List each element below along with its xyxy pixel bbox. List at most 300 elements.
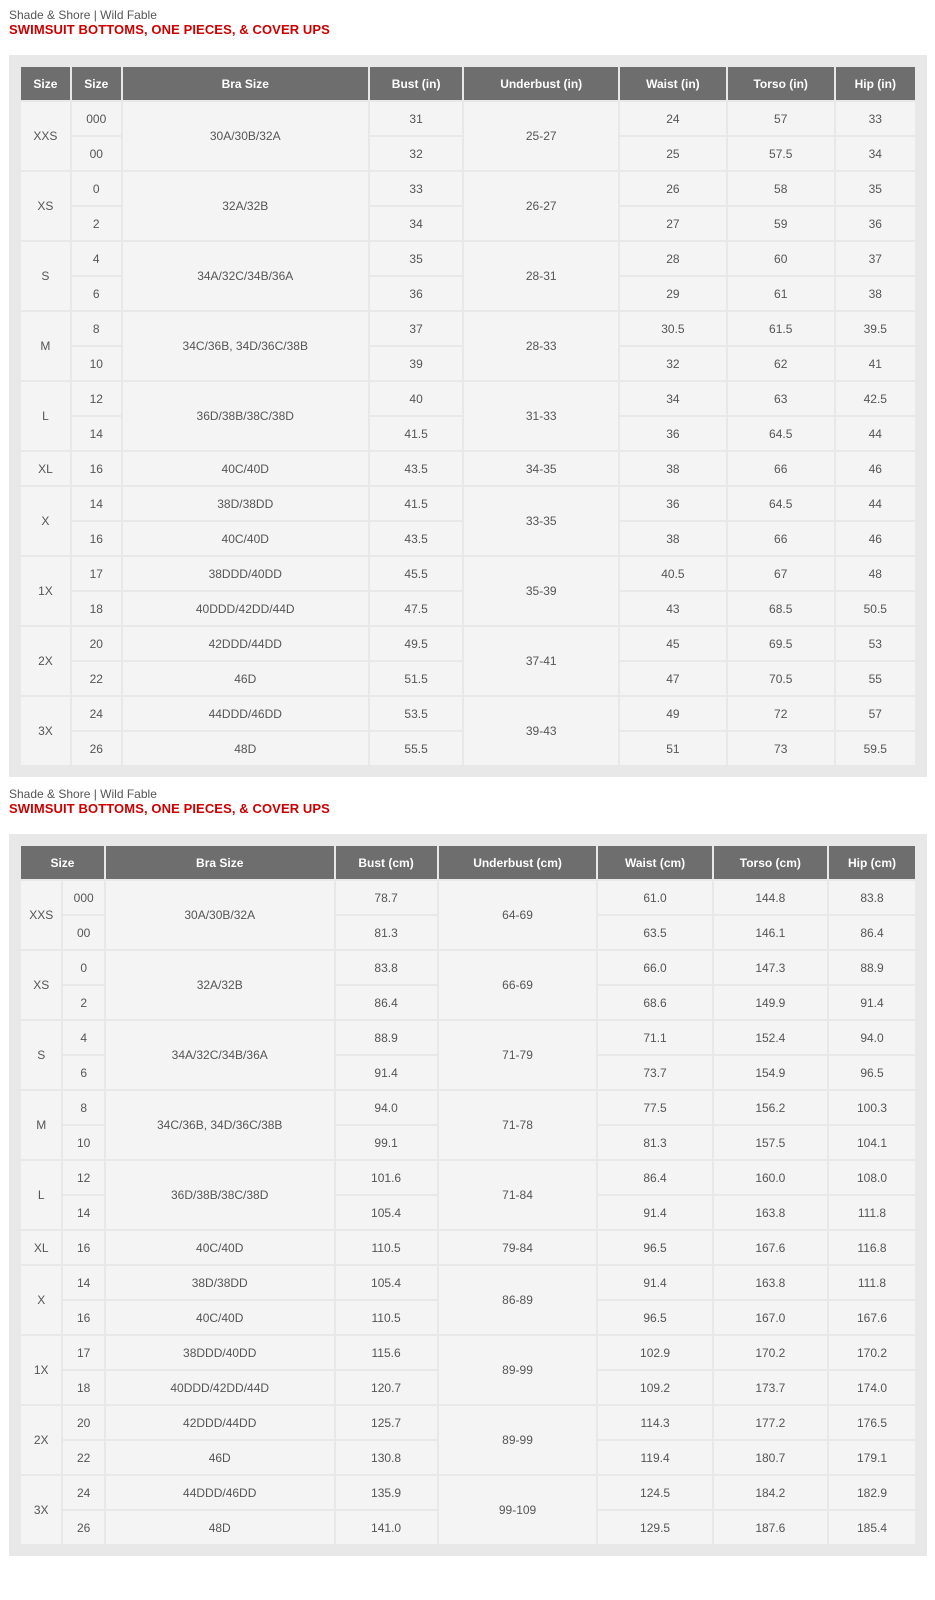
hip-cell: 100.3: [829, 1091, 915, 1124]
header-size: Size: [21, 67, 70, 100]
bra-size-cell: 36D/38B/38C/38D: [106, 1161, 334, 1229]
size-number-cell: 14: [72, 417, 121, 450]
bust-cell: 43.5: [370, 452, 463, 485]
bra-size-cell: 32A/32B: [106, 951, 334, 1019]
waist-cell: 40.5: [620, 557, 726, 590]
underbust-cell: 89-99: [439, 1406, 597, 1474]
bust-cell: 130.8: [336, 1441, 437, 1474]
size-label-cell: S: [21, 242, 70, 310]
size-number-cell: 24: [72, 697, 121, 730]
size-number-cell: 6: [72, 277, 121, 310]
waist-cell: 47: [620, 662, 726, 695]
torso-cell: 180.7: [714, 1441, 827, 1474]
hip-cell: 34: [836, 137, 915, 170]
waist-cell: 29: [620, 277, 726, 310]
bust-cell: 45.5: [370, 557, 463, 590]
bust-cell: 32: [370, 137, 463, 170]
bra-size-cell: 48D: [106, 1511, 334, 1544]
size-number-cell: 0: [72, 172, 121, 205]
hip-cell: 42.5: [836, 382, 915, 415]
bra-size-cell: 44DDD/46DD: [123, 697, 368, 730]
hip-cell: 35: [836, 172, 915, 205]
size-table-inches: [19, 65, 917, 767]
header-bra-size: Bra Size: [106, 846, 334, 879]
size-table-cm: [19, 844, 917, 1546]
hip-cell: 46: [836, 522, 915, 555]
hip-cell: 185.4: [829, 1511, 915, 1544]
size-number-cell: 24: [63, 1476, 103, 1509]
table-row: [21, 102, 915, 135]
size-number-cell: 00: [63, 916, 103, 949]
size-number-cell: 16: [63, 1301, 103, 1334]
underbust-cell: 99-109: [439, 1476, 597, 1544]
waist-cell: 129.5: [598, 1511, 711, 1544]
bra-size-cell: 40C/40D: [106, 1231, 334, 1264]
torso-cell: 73: [728, 732, 834, 765]
waist-cell: 24: [620, 102, 726, 135]
waist-cell: 27: [620, 207, 726, 240]
bust-cell: 115.6: [336, 1336, 437, 1369]
bust-cell: 40: [370, 382, 463, 415]
header-size: Size: [21, 846, 104, 879]
hip-cell: 46: [836, 452, 915, 485]
bra-size-cell: 30A/30B/32A: [106, 881, 334, 949]
table-row: [21, 1091, 915, 1124]
torso-cell: 149.9: [714, 986, 827, 1019]
hip-cell: 176.5: [829, 1406, 915, 1439]
header-torso: Torso (in): [728, 67, 834, 100]
torso-cell: 160.0: [714, 1161, 827, 1194]
bra-size-cell: 46D: [106, 1441, 334, 1474]
header-size-number: Size: [72, 67, 121, 100]
section-title: SWIMSUIT BOTTOMS, ONE PIECES, & COVER UPS: [9, 801, 330, 816]
header-waist: Waist (in): [620, 67, 726, 100]
waist-cell: 96.5: [598, 1231, 711, 1264]
hip-cell: 167.6: [829, 1301, 915, 1334]
bust-cell: 86.4: [336, 986, 437, 1019]
bust-cell: 88.9: [336, 1021, 437, 1054]
size-label-cell: 2X: [21, 1406, 61, 1474]
table-row: [21, 1476, 915, 1509]
size-label-cell: 1X: [21, 557, 70, 625]
hip-cell: 88.9: [829, 951, 915, 984]
underbust-cell: 26-27: [464, 172, 618, 240]
waist-cell: 66.0: [598, 951, 711, 984]
hip-cell: 86.4: [829, 916, 915, 949]
bra-size-cell: 40C/40D: [123, 522, 368, 555]
underbust-cell: 25-27: [464, 102, 618, 170]
size-label-cell: XL: [21, 1231, 61, 1264]
header-bust: Bust (cm): [336, 846, 437, 879]
waist-cell: 91.4: [598, 1196, 711, 1229]
size-number-cell: 12: [72, 382, 121, 415]
size-label-cell: XS: [21, 172, 70, 240]
table-body: [21, 881, 915, 1544]
underbust-cell: 31-33: [464, 382, 618, 450]
size-number-cell: 22: [72, 662, 121, 695]
table-row: [21, 627, 915, 660]
torso-cell: 156.2: [714, 1091, 827, 1124]
bust-cell: 49.5: [370, 627, 463, 660]
bust-cell: 37: [370, 312, 463, 345]
size-number-cell: 20: [63, 1406, 103, 1439]
bust-cell: 41.5: [370, 487, 463, 520]
size-number-cell: 8: [72, 312, 121, 345]
bust-cell: 78.7: [336, 881, 437, 914]
size-number-cell: 00: [72, 137, 121, 170]
header-underbust: Underbust (cm): [439, 846, 597, 879]
size-number-cell: 2: [72, 207, 121, 240]
bust-cell: 125.7: [336, 1406, 437, 1439]
underbust-cell: 33-35: [464, 487, 618, 555]
torso-cell: 66: [728, 452, 834, 485]
bra-size-cell: 30A/30B/32A: [123, 102, 368, 170]
table-panel: [9, 834, 927, 1556]
size-chart-cm-section: [9, 779, 927, 1556]
waist-cell: 81.3: [598, 1126, 711, 1159]
torso-cell: 59: [728, 207, 834, 240]
waist-cell: 71.1: [598, 1021, 711, 1054]
table-row: [21, 951, 915, 984]
table-row: [21, 1021, 915, 1054]
waist-cell: 124.5: [598, 1476, 711, 1509]
table-row: [21, 1266, 915, 1299]
torso-cell: 187.6: [714, 1511, 827, 1544]
hip-cell: 55: [836, 662, 915, 695]
underbust-cell: 71-79: [439, 1021, 597, 1089]
header-bust: Bust (in): [370, 67, 463, 100]
table-row: [21, 881, 915, 914]
torso-cell: 146.1: [714, 916, 827, 949]
underbust-cell: 35-39: [464, 557, 618, 625]
bust-cell: 33: [370, 172, 463, 205]
size-label-cell: X: [21, 487, 70, 555]
size-label-cell: XL: [21, 452, 70, 485]
table-body: [21, 102, 915, 765]
waist-cell: 61.0: [598, 881, 711, 914]
size-label-cell: L: [21, 1161, 61, 1229]
underbust-cell: 66-69: [439, 951, 597, 1019]
underbust-cell: 39-43: [464, 697, 618, 765]
underbust-cell: 86-89: [439, 1266, 597, 1334]
bust-cell: 110.5: [336, 1231, 437, 1264]
brand-line: Shade & Shore | Wild Fable: [9, 787, 157, 801]
bra-size-cell: 48D: [123, 732, 368, 765]
hip-cell: 116.8: [829, 1231, 915, 1264]
bra-size-cell: 38D/38DD: [106, 1266, 334, 1299]
hip-cell: 33: [836, 102, 915, 135]
hip-cell: 39.5: [836, 312, 915, 345]
underbust-cell: 71-84: [439, 1161, 597, 1229]
size-number-cell: 0: [63, 951, 103, 984]
waist-cell: 36: [620, 417, 726, 450]
torso-cell: 70.5: [728, 662, 834, 695]
bra-size-cell: 38D/38DD: [123, 487, 368, 520]
waist-cell: 63.5: [598, 916, 711, 949]
underbust-cell: 79-84: [439, 1231, 597, 1264]
size-number-cell: 16: [72, 522, 121, 555]
waist-cell: 86.4: [598, 1161, 711, 1194]
waist-cell: 91.4: [598, 1266, 711, 1299]
torso-cell: 62: [728, 347, 834, 380]
bra-size-cell: 46D: [123, 662, 368, 695]
torso-cell: 167.0: [714, 1301, 827, 1334]
size-label-cell: 2X: [21, 627, 70, 695]
header-bra-size: Bra Size: [123, 67, 368, 100]
torso-cell: 167.6: [714, 1231, 827, 1264]
hip-cell: 53: [836, 627, 915, 660]
waist-cell: 119.4: [598, 1441, 711, 1474]
table-row: [21, 557, 915, 590]
table-row: [21, 1336, 915, 1369]
table-row: [21, 1231, 915, 1264]
waist-cell: 38: [620, 522, 726, 555]
header-underbust: Underbust (in): [464, 67, 618, 100]
table-row: [21, 487, 915, 520]
bra-size-cell: 40DDD/42DD/44D: [123, 592, 368, 625]
bra-size-cell: 42DDD/44DD: [123, 627, 368, 660]
size-number-cell: 10: [72, 347, 121, 380]
waist-cell: 73.7: [598, 1056, 711, 1089]
bra-size-cell: 36D/38B/38C/38D: [123, 382, 368, 450]
waist-cell: 28: [620, 242, 726, 275]
hip-cell: 170.2: [829, 1336, 915, 1369]
torso-cell: 68.5: [728, 592, 834, 625]
bust-cell: 34: [370, 207, 463, 240]
size-number-cell: 8: [63, 1091, 103, 1124]
bra-size-cell: 40C/40D: [106, 1301, 334, 1334]
waist-cell: 30.5: [620, 312, 726, 345]
size-number-cell: 2: [63, 986, 103, 1019]
size-number-cell: 000: [72, 102, 121, 135]
underbust-cell: 28-33: [464, 312, 618, 380]
torso-cell: 157.5: [714, 1126, 827, 1159]
underbust-cell: 34-35: [464, 452, 618, 485]
hip-cell: 38: [836, 277, 915, 310]
torso-cell: 163.8: [714, 1266, 827, 1299]
size-label-cell: M: [21, 1091, 61, 1159]
size-number-cell: 14: [72, 487, 121, 520]
waist-cell: 114.3: [598, 1406, 711, 1439]
header-hip: Hip (in): [836, 67, 915, 100]
hip-cell: 37: [836, 242, 915, 275]
torso-cell: 69.5: [728, 627, 834, 660]
waist-cell: 32: [620, 347, 726, 380]
torso-cell: 60: [728, 242, 834, 275]
bust-cell: 51.5: [370, 662, 463, 695]
hip-cell: 41: [836, 347, 915, 380]
bra-size-cell: 40DDD/42DD/44D: [106, 1371, 334, 1404]
waist-cell: 102.9: [598, 1336, 711, 1369]
torso-cell: 58: [728, 172, 834, 205]
hip-cell: 104.1: [829, 1126, 915, 1159]
hip-cell: 44: [836, 417, 915, 450]
bust-cell: 101.6: [336, 1161, 437, 1194]
size-number-cell: 18: [63, 1371, 103, 1404]
table-row: [21, 242, 915, 275]
size-number-cell: 20: [72, 627, 121, 660]
hip-cell: 48: [836, 557, 915, 590]
torso-cell: 67: [728, 557, 834, 590]
hip-cell: 91.4: [829, 986, 915, 1019]
size-number-cell: 17: [72, 557, 121, 590]
bust-cell: 36: [370, 277, 463, 310]
bra-size-cell: 40C/40D: [123, 452, 368, 485]
waist-cell: 25: [620, 137, 726, 170]
torso-cell: 57: [728, 102, 834, 135]
hip-cell: 174.0: [829, 1371, 915, 1404]
torso-cell: 63: [728, 382, 834, 415]
size-number-cell: 14: [63, 1196, 103, 1229]
hip-cell: 182.9: [829, 1476, 915, 1509]
bust-cell: 47.5: [370, 592, 463, 625]
size-number-cell: 4: [72, 242, 121, 275]
waist-cell: 77.5: [598, 1091, 711, 1124]
bust-cell: 141.0: [336, 1511, 437, 1544]
torso-cell: 61: [728, 277, 834, 310]
size-number-cell: 26: [63, 1511, 103, 1544]
bust-cell: 43.5: [370, 522, 463, 555]
hip-cell: 108.0: [829, 1161, 915, 1194]
bra-size-cell: 34C/36B, 34D/36C/38B: [123, 312, 368, 380]
torso-cell: 57.5: [728, 137, 834, 170]
hip-cell: 57: [836, 697, 915, 730]
size-label-cell: S: [21, 1021, 61, 1089]
bust-cell: 53.5: [370, 697, 463, 730]
bust-cell: 81.3: [336, 916, 437, 949]
table-row: [21, 312, 915, 345]
size-number-cell: 000: [63, 881, 103, 914]
waist-cell: 38: [620, 452, 726, 485]
bust-cell: 41.5: [370, 417, 463, 450]
bust-cell: 39: [370, 347, 463, 380]
bra-size-cell: 38DDD/40DD: [106, 1336, 334, 1369]
waist-cell: 51: [620, 732, 726, 765]
header-row: [21, 846, 915, 879]
torso-cell: 177.2: [714, 1406, 827, 1439]
hip-cell: 179.1: [829, 1441, 915, 1474]
torso-cell: 61.5: [728, 312, 834, 345]
bust-cell: 105.4: [336, 1196, 437, 1229]
size-chart-inches-section: [9, 0, 927, 777]
header-torso: Torso (cm): [714, 846, 827, 879]
torso-cell: 64.5: [728, 487, 834, 520]
size-number-cell: 4: [63, 1021, 103, 1054]
size-number-cell: 14: [63, 1266, 103, 1299]
size-label-cell: 1X: [21, 1336, 61, 1404]
hip-cell: 59.5: [836, 732, 915, 765]
bust-cell: 31: [370, 102, 463, 135]
torso-cell: 173.7: [714, 1371, 827, 1404]
size-label-cell: XXS: [21, 102, 70, 170]
size-number-cell: 6: [63, 1056, 103, 1089]
torso-cell: 163.8: [714, 1196, 827, 1229]
size-label-cell: 3X: [21, 697, 70, 765]
hip-cell: 83.8: [829, 881, 915, 914]
waist-cell: 26: [620, 172, 726, 205]
bust-cell: 94.0: [336, 1091, 437, 1124]
bust-cell: 55.5: [370, 732, 463, 765]
bust-cell: 120.7: [336, 1371, 437, 1404]
section-title: SWIMSUIT BOTTOMS, ONE PIECES, & COVER UPS: [9, 22, 330, 37]
table-row: [21, 452, 915, 485]
underbust-cell: 64-69: [439, 881, 597, 949]
size-number-cell: 12: [63, 1161, 103, 1194]
torso-cell: 152.4: [714, 1021, 827, 1054]
torso-cell: 147.3: [714, 951, 827, 984]
size-number-cell: 16: [72, 452, 121, 485]
size-label-cell: L: [21, 382, 70, 450]
table-panel: [9, 55, 927, 777]
hip-cell: 44: [836, 487, 915, 520]
waist-cell: 34: [620, 382, 726, 415]
hip-cell: 94.0: [829, 1021, 915, 1054]
bra-size-cell: 42DDD/44DD: [106, 1406, 334, 1439]
bust-cell: 83.8: [336, 951, 437, 984]
bra-size-cell: 38DDD/40DD: [123, 557, 368, 590]
table-row: [21, 382, 915, 415]
torso-cell: 144.8: [714, 881, 827, 914]
bra-size-cell: 44DDD/46DD: [106, 1476, 334, 1509]
waist-cell: 36: [620, 487, 726, 520]
table-row: [21, 172, 915, 205]
hip-cell: 50.5: [836, 592, 915, 625]
bra-size-cell: 34A/32C/34B/36A: [123, 242, 368, 310]
bra-size-cell: 34A/32C/34B/36A: [106, 1021, 334, 1089]
torso-cell: 184.2: [714, 1476, 827, 1509]
bust-cell: 35: [370, 242, 463, 275]
size-label-cell: M: [21, 312, 70, 380]
waist-cell: 45: [620, 627, 726, 660]
waist-cell: 68.6: [598, 986, 711, 1019]
bust-cell: 105.4: [336, 1266, 437, 1299]
size-number-cell: 16: [63, 1231, 103, 1264]
size-number-cell: 18: [72, 592, 121, 625]
size-label-cell: X: [21, 1266, 61, 1334]
underbust-cell: 28-31: [464, 242, 618, 310]
header-hip: Hip (cm): [829, 846, 915, 879]
underbust-cell: 37-41: [464, 627, 618, 695]
bust-cell: 135.9: [336, 1476, 437, 1509]
bust-cell: 110.5: [336, 1301, 437, 1334]
size-number-cell: 10: [63, 1126, 103, 1159]
bra-size-cell: 32A/32B: [123, 172, 368, 240]
hip-cell: 96.5: [829, 1056, 915, 1089]
waist-cell: 43: [620, 592, 726, 625]
size-number-cell: 17: [63, 1336, 103, 1369]
header-row: [21, 67, 915, 100]
hip-cell: 111.8: [829, 1266, 915, 1299]
torso-cell: 170.2: [714, 1336, 827, 1369]
bra-size-cell: 34C/36B, 34D/36C/38B: [106, 1091, 334, 1159]
hip-cell: 111.8: [829, 1196, 915, 1229]
table-row: [21, 1161, 915, 1194]
table-row: [21, 697, 915, 730]
torso-cell: 72: [728, 697, 834, 730]
bust-cell: 91.4: [336, 1056, 437, 1089]
waist-cell: 96.5: [598, 1301, 711, 1334]
size-label-cell: XXS: [21, 881, 61, 949]
torso-cell: 66: [728, 522, 834, 555]
size-number-cell: 22: [63, 1441, 103, 1474]
torso-cell: 64.5: [728, 417, 834, 450]
torso-cell: 154.9: [714, 1056, 827, 1089]
waist-cell: 49: [620, 697, 726, 730]
waist-cell: 109.2: [598, 1371, 711, 1404]
hip-cell: 36: [836, 207, 915, 240]
size-label-cell: 3X: [21, 1476, 61, 1544]
underbust-cell: 89-99: [439, 1336, 597, 1404]
